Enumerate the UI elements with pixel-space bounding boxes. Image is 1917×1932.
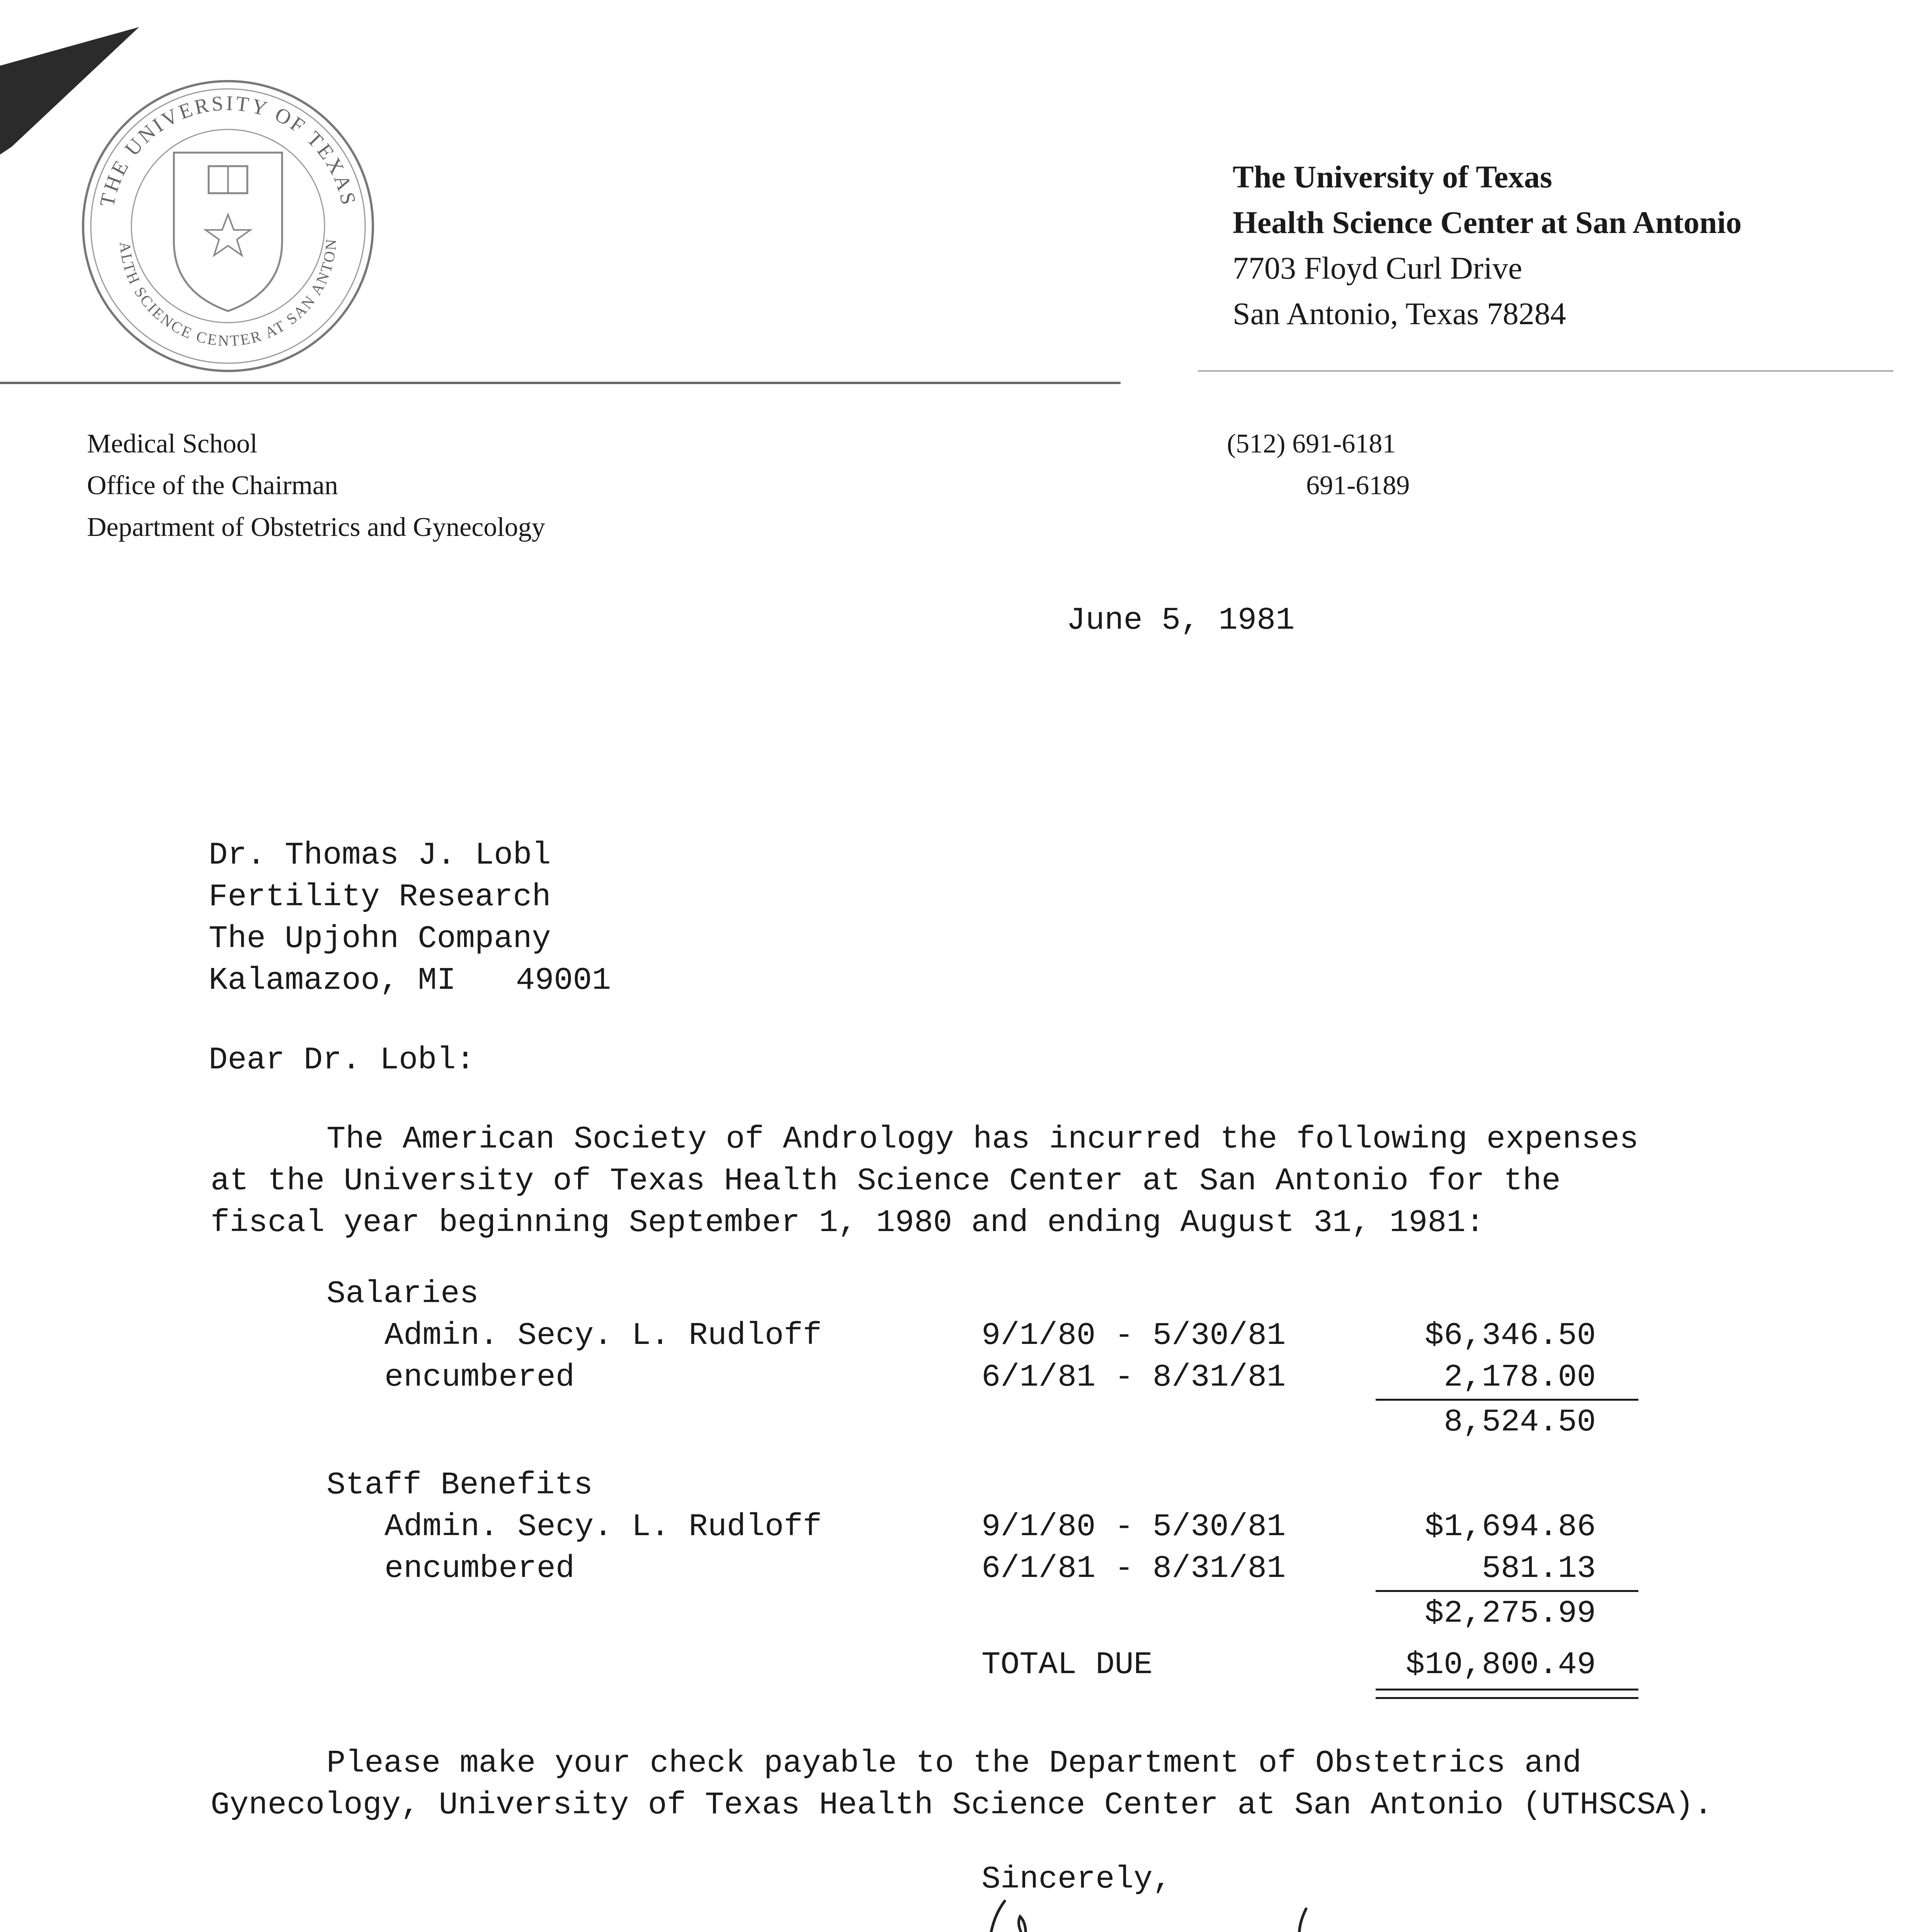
benefits-row2-period: 6/1/81 - 8/31/81 bbox=[981, 1551, 1286, 1587]
phone-secondary: 691-6189 bbox=[1306, 471, 1410, 500]
letterhead-rule-right bbox=[1198, 370, 1893, 372]
dept-line3: Department of Obstetrics and Gynecology bbox=[87, 512, 545, 542]
closing-line2: Gynecology, University of Texas Health Science Center at San Antonio (UTHSCSA). bbox=[211, 1787, 1713, 1823]
salaries-row2-amount: 2,178.00 bbox=[1444, 1359, 1596, 1395]
salutation: Dear Dr. Lobl: bbox=[209, 1042, 475, 1078]
salaries-row1-amount: $6,346.50 bbox=[1425, 1318, 1596, 1354]
recipient-company: The Upjohn Company bbox=[209, 921, 551, 957]
recipient-name: Dr. Thomas J. Lobl bbox=[209, 837, 551, 873]
benefits-row1-amount: $1,694.86 bbox=[1425, 1509, 1596, 1545]
dept-line1: Medical School bbox=[87, 429, 258, 459]
svg-text:THE UNIVERSITY OF TEXAS: THE UNIVERSITY OF TEXAS bbox=[95, 91, 361, 209]
benefits-heading: Staff Benefits bbox=[327, 1467, 593, 1503]
recipient-zip: 49001 bbox=[516, 963, 611, 998]
handwritten-signature bbox=[958, 1886, 1538, 1932]
recipient-dept: Fertility Research bbox=[209, 879, 551, 915]
benefits-subtotal-rule bbox=[1376, 1590, 1638, 1592]
salaries-subtotal: 8,524.50 bbox=[1444, 1404, 1596, 1440]
closing-word: Sincerely, bbox=[981, 1861, 1172, 1897]
institution-street: 7703 Floyd Curl Drive bbox=[1233, 250, 1522, 286]
institution-name-line1: The University of Texas bbox=[1233, 159, 1552, 194]
university-seal bbox=[77, 75, 379, 377]
intro-line2: at the University of Texas Health Science Center at San Antonio for the bbox=[211, 1163, 1561, 1199]
intro-line1: The American Society of Andrology has incurred the following expenses bbox=[327, 1121, 1639, 1157]
letter-date: June 5, 1981 bbox=[1067, 602, 1295, 638]
institution-city: San Antonio, Texas 78284 bbox=[1233, 296, 1566, 331]
salaries-subtotal-rule bbox=[1376, 1399, 1638, 1401]
intro-line3: fiscal year beginning September 1, 1980 and ending August 31, 1981: bbox=[211, 1205, 1485, 1241]
benefits-subtotal: $2,275.99 bbox=[1425, 1595, 1596, 1631]
letterhead-rule-left bbox=[0, 382, 1121, 384]
salaries-row2-label: encumbered bbox=[384, 1359, 575, 1395]
salaries-heading: Salaries bbox=[327, 1276, 479, 1312]
salaries-row1-period: 9/1/80 - 5/30/81 bbox=[981, 1318, 1286, 1354]
benefits-row1-period: 9/1/80 - 5/30/81 bbox=[981, 1509, 1286, 1545]
institution-name-line2: Health Science Center at San Antonio bbox=[1233, 205, 1742, 240]
total-double-rule-2 bbox=[1376, 1697, 1638, 1699]
dept-line2: Office of the Chairman bbox=[87, 471, 338, 500]
recipient-city: Kalamazoo, MI bbox=[209, 963, 456, 998]
benefits-row2-amount: 581.13 bbox=[1482, 1551, 1596, 1587]
salaries-row1-label: Admin. Secy. L. Rudloff bbox=[384, 1318, 822, 1354]
svg-text:HEALTH SCIENCE CENTER AT SAN A: ALTH SCIENCE CENTER AT SAN ANTON bbox=[116, 237, 340, 350]
total-double-rule-1 bbox=[1376, 1689, 1638, 1690]
benefits-row2-label: encumbered bbox=[384, 1551, 575, 1587]
benefits-row1-label: Admin. Secy. L. Rudloff bbox=[384, 1509, 822, 1545]
total-amount: $10,800.49 bbox=[1405, 1647, 1596, 1683]
closing-line1: Please make your check payable to the Department of Obstetrics and bbox=[327, 1745, 1582, 1781]
total-label: TOTAL DUE bbox=[981, 1647, 1153, 1683]
phone-primary: (512) 691-6181 bbox=[1227, 429, 1396, 459]
salaries-row2-period: 6/1/81 - 8/31/81 bbox=[981, 1359, 1286, 1395]
